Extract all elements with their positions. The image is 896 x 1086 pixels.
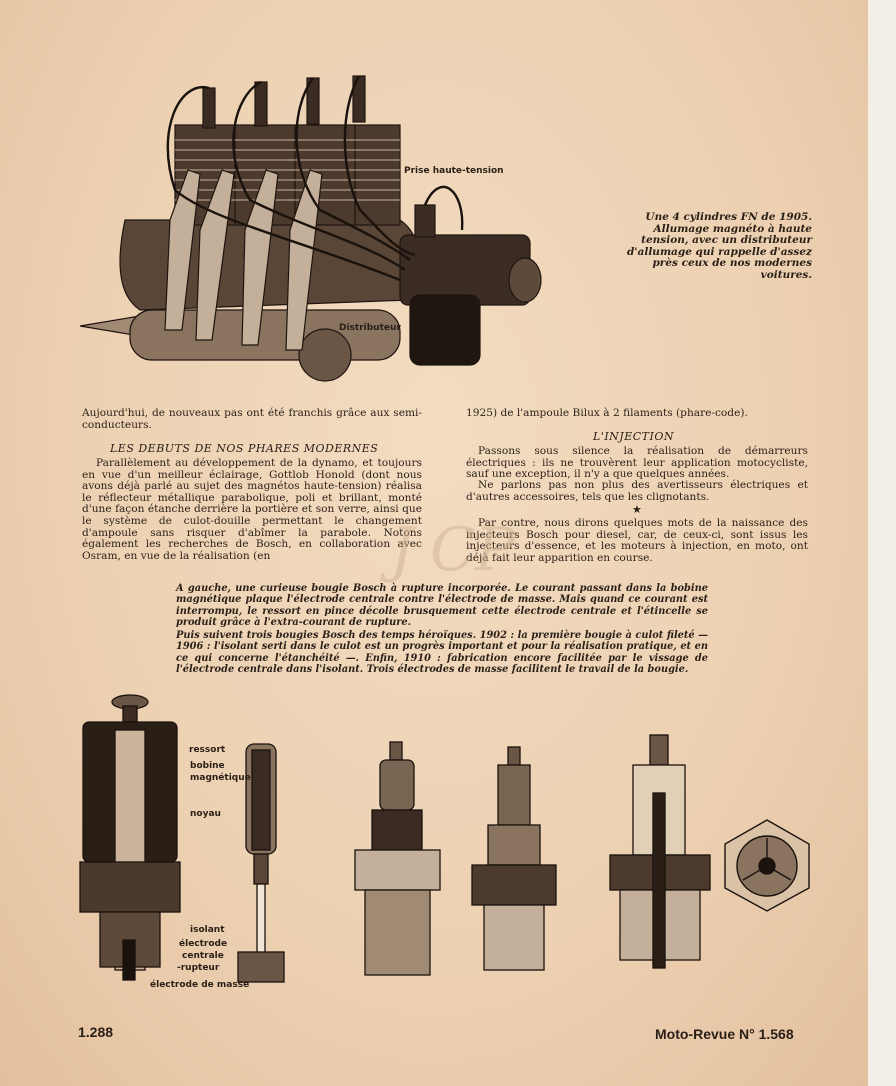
watermark-logo bbox=[380, 500, 540, 590]
label-electrode-de-masse: électrode de masse bbox=[150, 980, 250, 990]
separator-star: ★ bbox=[632, 503, 642, 516]
svg-text:J: J bbox=[390, 515, 415, 585]
right-paragraph-accessories: Ne parlons pas non plus des avertisseurs électriques et d'autres accessoires, tels que les clignotants. bbox=[466, 479, 808, 503]
label-isolant: isolant bbox=[190, 925, 225, 935]
label-centrale: centrale bbox=[182, 951, 224, 961]
left-intro-paragraph: Aujourd'hui, de nouveaux pas ont été franchis grâce aux semi-conducteurs. bbox=[82, 407, 422, 431]
label-prise-haute-tension: Prise haute-tension bbox=[404, 166, 504, 176]
right-section-heading: L'INJECTION bbox=[593, 430, 674, 443]
bosch-plug-1910-illustration bbox=[605, 733, 715, 978]
engine-caption: Une 4 cylindres FN de 1905. Allumage magnéto à haute tension, avec un distributeur d'allumage qui rappelle d'assez près ceux de nos modernes voitures. bbox=[626, 211, 812, 281]
page-edge bbox=[868, 0, 896, 1086]
svg-text:P: P bbox=[475, 515, 516, 585]
left-body-paragraph: Parallèlement au développement de la dynamo, et toujours en vue d'un meilleur éclairage, Gottlob Honold (dont nous avons déjà parlé au sujet des magnétos haute-tension) réalisa le réflecteur métallique parabolique, poli et brillant, monté d'une façon étanche derrière la portière et son verre, ainsi que le système de culot-douille permettant le changement d'ampoule sans risquer d'abîmer la parabole. Notons également les recherches de Bosch, en collaboration avec Osram, en vue de la réalisation (en bbox=[82, 457, 422, 562]
label-noyau: noyau bbox=[190, 809, 221, 819]
bosch-plug-1902-illustration bbox=[350, 740, 445, 980]
label-electrode: électrode bbox=[179, 939, 228, 949]
svg-text:C: C bbox=[430, 515, 476, 585]
label-bobine: bobine bbox=[190, 761, 225, 771]
plugs-caption-second: Puis suivent trois bougies Bosch des temps héroïques. 1902 : la première bougie à culot fileté — 1906 : l'isolant serti dans le culot est un progrès important et pour la réalisation pratique, et en ce qui concerne l'étanchéité —. Enfin, 1910 : fabrication encore facilitée par le vissage de l'électrode centrale dans l'isolant. Trois électrodes de masse facilitent le travail de la bougie. bbox=[176, 630, 708, 675]
label-magnetique: magnétique bbox=[190, 773, 251, 783]
plugs-caption-first: A gauche, une curieuse bougie Bosch à rupture incorporée. Le courant passant dans la bobine magnétique plaque l'électrode centrale contre l'électrode de masse. Mais quand ce courant est interrompu, le ressort en pince décolle brusquement cette électrode centrale et l'étincelle se produit grâce à l'extra-courant de rupture. bbox=[176, 583, 708, 628]
label-ressort: ressort bbox=[189, 745, 226, 755]
left-section-heading: LES DEBUTS DE NOS PHARES MODERNES bbox=[110, 442, 379, 455]
magazine-folio: Moto-Revue N° 1.568 bbox=[655, 1026, 794, 1042]
label-distributeur: Distributeur bbox=[339, 323, 401, 333]
right-continued-paragraph: 1925) de l'ampoule Bilux à 2 filaments (phare-code). bbox=[466, 407, 748, 419]
page-number: 1.288 bbox=[78, 1024, 114, 1040]
bosch-plug-1906-illustration bbox=[470, 745, 560, 975]
right-paragraph-starters: Passons sous silence la réalisation de démarreurs électriques : ils ne trouvèrent leur application motocycliste, sauf une exception, il n'y a que quelques années. bbox=[466, 445, 808, 481]
label-rupteur: -rupteur bbox=[177, 963, 220, 973]
plug-bottom-view-illustration bbox=[722, 818, 812, 913]
right-paragraph-injection: Par contre, nous dirons quelques mots de la naissance des injecteurs Bosch pour diesel, car, de ceux-ci, sont issus les injecteurs d'essence, et les moteurs à injection, en moto, ont déjà fait leur apparition en course. bbox=[466, 517, 808, 564]
engine-illustration bbox=[70, 70, 550, 390]
bosch-rupture-plug-illustration bbox=[75, 690, 185, 990]
